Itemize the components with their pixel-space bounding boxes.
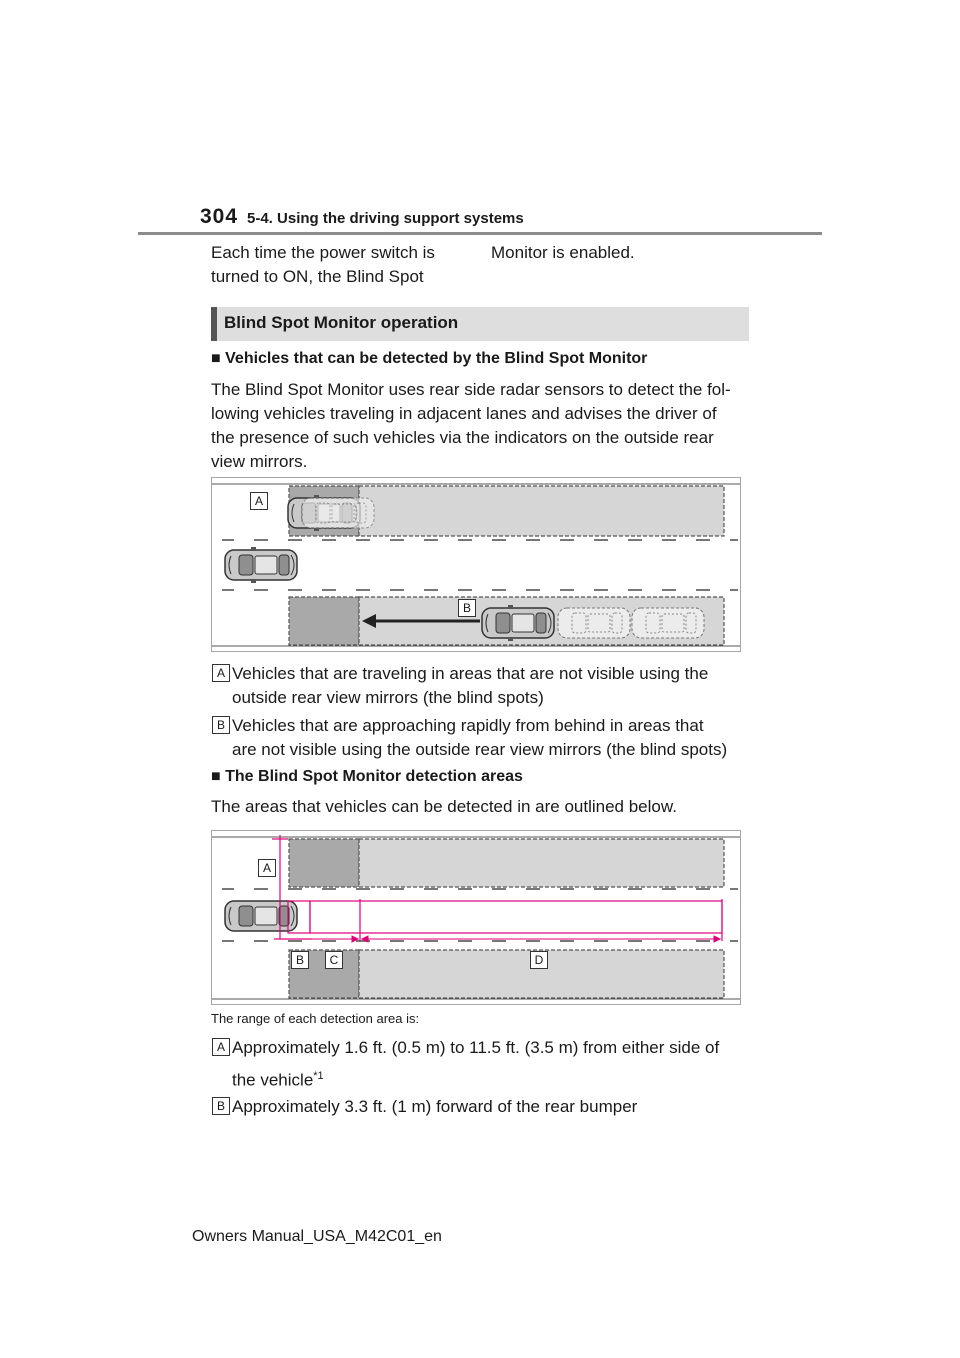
areas-paragraph: The areas that vehicles can be detected in are outlined below. — [211, 797, 677, 816]
range-line: Approximately 1.6 ft. (0.5 m) to 11.5 ft. (3.5 m) from either side of — [232, 1038, 720, 1057]
diagram-label-d: D — [530, 951, 548, 969]
item-letter-b: B — [212, 716, 230, 734]
diagram-label-b: B — [458, 599, 476, 617]
subheading-areas — [211, 768, 523, 786]
range-letter-a: A — [212, 1038, 230, 1056]
section-title: 5-4. Using the driving support systems — [247, 210, 524, 227]
diagram-label-a: A — [258, 859, 276, 877]
diagram-label-a: A — [250, 492, 268, 510]
own-vehicle-icon — [225, 547, 297, 583]
intro-left — [211, 241, 435, 289]
heading-accent — [211, 307, 217, 341]
section-heading — [211, 307, 749, 341]
item-line: outside rear view mirrors (the blind spots) — [232, 688, 544, 707]
range-line-wrap — [232, 1064, 719, 1093]
item-b-text — [232, 714, 727, 762]
range-item-b: Approximately 3.3 ft. (1 m) forward of the rear bumper — [232, 1097, 638, 1116]
intro-right — [491, 241, 635, 265]
paragraph-line: the presence of such vehicles via the indicators on the outside rear — [211, 428, 714, 447]
range-letter-b: B — [212, 1097, 230, 1115]
approaching-car-icon — [482, 605, 554, 641]
subheading-detected-text: Vehicles that can be detected by the Blind Spot Monitor — [225, 350, 648, 367]
diagram-areas-svg — [212, 831, 740, 1004]
own-vehicle-icon — [225, 901, 297, 931]
page-number: 304 — [200, 205, 239, 228]
subheading-detected — [211, 350, 647, 368]
subheading-areas-text: The Blind Spot Monitor detection areas — [225, 768, 523, 785]
footnote-ref: *1 — [313, 1070, 324, 1082]
range-caption: The range of each detection area is: — [211, 1011, 420, 1026]
approach-zone-upper — [359, 486, 724, 536]
bullet-square: ■ — [211, 768, 221, 785]
diagram-detected-svg — [212, 478, 740, 651]
paragraph-line: The Blind Spot Monitor uses rear side radar sensors to detect the fol- — [211, 380, 731, 399]
range-line: the vehicle — [232, 1070, 314, 1090]
paragraph-line: view mirrors. — [211, 452, 308, 471]
item-letter-a: A — [212, 664, 230, 682]
detected-paragraph — [211, 378, 731, 474]
lane-dashes — [222, 540, 738, 590]
zone-upper-near — [289, 839, 359, 887]
item-a-text — [232, 662, 708, 710]
section-heading-text: Blind Spot Monitor operation — [224, 313, 459, 332]
header-rule — [138, 232, 822, 235]
item-line: are not visible using the outside rear view mirrors (the blind spots) — [232, 740, 728, 759]
intro-left-line2: turned to ON, the Blind Spot — [211, 267, 424, 286]
diagram-detection-areas — [211, 830, 741, 1005]
zone-upper-far — [359, 839, 724, 887]
intro-left-line1: Each time the power switch is — [211, 243, 435, 262]
bullet-square: ■ — [211, 350, 221, 367]
range-item-a — [232, 1036, 719, 1093]
blind-spot-zone-lower — [289, 597, 359, 645]
diagram-label-c: C — [325, 951, 343, 969]
intro-right-line1: Monitor is enabled. — [491, 243, 635, 262]
item-line: Vehicles that are traveling in areas that are not visible using the — [232, 664, 709, 683]
diagram-detected-vehicles — [211, 477, 741, 652]
footer-manual-id: Owners Manual_USA_M42C01_en — [192, 1228, 442, 1245]
paragraph-line: lowing vehicles traveling in adjacent lanes and advises the driver of — [211, 404, 717, 423]
diagram-label-b: B — [291, 951, 309, 969]
item-line: Vehicles that are approaching rapidly from behind in areas that — [232, 716, 704, 735]
